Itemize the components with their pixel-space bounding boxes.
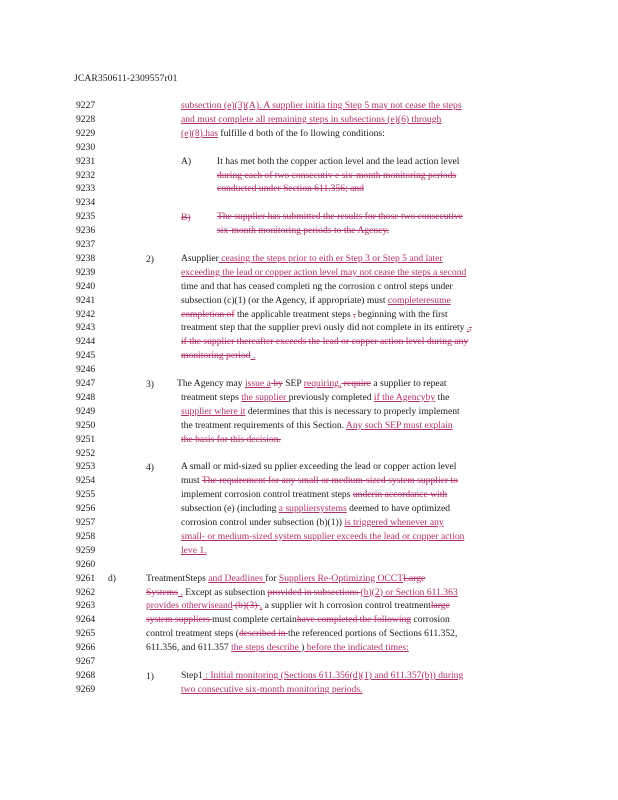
text-line — [217, 210, 463, 224]
text-line — [181, 516, 444, 530]
text-segment: Asupplier — [181, 252, 219, 264]
text-segment: for — [265, 572, 279, 584]
text-line — [146, 572, 425, 586]
line-number: 9248 — [76, 391, 96, 403]
text-segment: beginning with the first — [355, 308, 448, 320]
inserted-text: . — [466, 322, 470, 334]
deleted-text: system suppliers — [146, 614, 213, 626]
inserted-text: issue a — [244, 378, 271, 389]
text-line — [181, 502, 450, 516]
inserted-text: , — [259, 600, 263, 612]
text-segment: TreatmentSteps — [146, 572, 209, 584]
text-segment: a supplier wit h corrosion control treatment — [262, 600, 431, 612]
text-line — [146, 599, 450, 613]
line-number: 9246 — [76, 364, 96, 376]
line-number: 9263 — [76, 600, 96, 612]
line-number: 9245 — [76, 350, 96, 362]
line-number: 9249 — [76, 405, 96, 417]
item-label-B: B) — [181, 212, 191, 223]
text-segment: determines that this is necessary to properly implement — [245, 405, 460, 417]
text-segment: the — [435, 391, 450, 403]
deleted-text: Systems — [146, 586, 178, 598]
document-header: JCAR350611-2309557r01 — [74, 73, 178, 84]
text-line — [181, 321, 472, 335]
text-segment: previously completed — [288, 391, 374, 403]
inserted-text: subsection (e)(3)(A). A supplier initia ting Step 5 may not cease the steps — [181, 100, 462, 111]
text-line — [181, 460, 456, 474]
text-line — [146, 641, 409, 655]
text-line — [181, 308, 448, 322]
text-line — [181, 405, 460, 419]
item-label-3: 3) — [146, 379, 154, 390]
inserted-text: if the Agencyby — [373, 391, 436, 403]
line-number: 9267 — [76, 656, 96, 667]
line-number: 9247 — [76, 378, 96, 389]
line-number: 9237 — [76, 239, 96, 250]
text-segment: the applicable treatment steps — [234, 308, 354, 320]
inserted-text: supplier where it — [181, 405, 246, 417]
deleted-text: if the supplier thereafter exceeds the lead or copper action level during any — [181, 336, 469, 348]
inserted-text: requiring, — [303, 378, 342, 389]
inserted-text: and Deadlines — [208, 572, 266, 584]
text-segment: corrosion control under subsection (b)(1)) — [181, 517, 345, 528]
inserted-text: Any such SEP must explain — [345, 419, 453, 431]
line-number: 9231 — [76, 155, 96, 167]
text-segment: ) — [301, 642, 305, 654]
line-number: 9243 — [76, 322, 96, 334]
text-segment: subsection (e) (including — [181, 503, 279, 515]
text-line — [181, 252, 443, 266]
deleted-text: underin accordance with — [352, 489, 448, 501]
item-label-d: d) — [108, 573, 116, 584]
text-line — [217, 182, 364, 196]
inserted-text: the supplier — [241, 391, 289, 403]
item-label-1: 1) — [146, 671, 154, 682]
text-line — [181, 391, 449, 405]
line-number: 9258 — [76, 530, 96, 542]
text-segment: must — [181, 475, 202, 487]
line-number: 9242 — [76, 308, 96, 320]
inserted-text: . — [178, 586, 183, 598]
text-segment: treatment steps — [181, 391, 242, 403]
text-segment: Except as subsection — [182, 586, 268, 598]
text-segment: corrosion — [411, 614, 450, 626]
line-number: 9232 — [76, 169, 96, 181]
inserted-text: (e)(8).has — [181, 127, 219, 139]
line-number: 9254 — [76, 475, 96, 487]
deleted-text: the basis for this decision. — [181, 433, 281, 445]
line-number: 9229 — [76, 127, 96, 139]
line-number: 9244 — [76, 336, 96, 348]
text-line — [181, 419, 453, 433]
inserted-text: completeresume — [387, 294, 451, 306]
item-label-2: 2) — [146, 254, 154, 265]
text-segment: the referenced portions of Sections 611.352, — [288, 628, 458, 640]
text-segment: deemed to have optimized — [346, 503, 451, 515]
inserted-text: before the indicated times: — [304, 642, 409, 654]
deleted-text: conducted under Section 611.356; and — [217, 183, 364, 195]
text-segment: treatment step that the supplier previ ously did not complete in its entirety — [181, 322, 467, 334]
text-line — [146, 586, 458, 600]
deleted-text: (b)(3) — [232, 600, 260, 612]
inserted-text: is triggered whenever any — [344, 517, 444, 528]
text-segment: must complete certain — [212, 614, 297, 626]
line-number: 9268 — [76, 669, 96, 681]
line-number: 9227 — [76, 100, 96, 111]
deleted-text: monitoring period — [181, 350, 251, 362]
line-number: 9255 — [76, 489, 96, 501]
deleted-text: have completed the following — [296, 614, 412, 626]
inserted-text: ceasing the steps prior to eith er Step 3 or Step 5 and later — [218, 252, 443, 264]
deleted-text: Large — [403, 572, 426, 584]
line-number: 9257 — [76, 517, 96, 528]
text-line — [181, 683, 362, 697]
line-number: 9261 — [76, 572, 96, 584]
text-line — [181, 280, 453, 294]
line-number: 9235 — [76, 211, 96, 223]
line-number: 9236 — [76, 225, 96, 237]
inserted-text: leve 1. — [181, 544, 207, 556]
text-segment: SEP — [282, 378, 304, 389]
text-line — [181, 349, 255, 363]
text-segment: control treatment steps ( — [146, 628, 239, 640]
line-number: 9260 — [76, 558, 96, 570]
inserted-text: exceeding the lead or copper action level may not cease the steps a second — [181, 266, 467, 278]
line-number: 9240 — [76, 280, 96, 292]
line-number: 9239 — [76, 266, 96, 278]
text-line — [181, 113, 441, 127]
inserted-text: two consecutive six-month monitoring periods. — [181, 683, 363, 695]
inserted-text: : Initial monitoring (Sections 611.356(d)(1) and 611.357(b)) during — [202, 669, 464, 681]
text-line — [181, 544, 207, 558]
text-segment: the treatment requirements of this Section. — [181, 419, 346, 431]
line-number: 9262 — [76, 586, 96, 598]
deleted-text: provided in subsections — [267, 586, 361, 598]
line-number: 9259 — [76, 544, 96, 556]
line-number: 9266 — [76, 642, 96, 654]
deleted-text: six-month monitoring periods to the Agency. — [217, 225, 390, 237]
text-segment: It has met both the copper action level and the lead action level — [217, 155, 460, 167]
text-segment: time and that has ceased completi ng the corrosion c ontrol steps under — [181, 280, 453, 292]
line-number: 9251 — [76, 433, 96, 445]
text-segment: The Agency may — [177, 378, 245, 389]
inserted-text: and must complete all remaining steps in subsections (e)(6) through — [181, 113, 442, 125]
line-number: 9230 — [76, 141, 96, 153]
deleted-text: large — [430, 600, 450, 612]
deleted-text: during each of two consecutiv e six-month monitoring periods — [217, 169, 457, 181]
deleted-text: , — [353, 308, 356, 320]
text-line — [146, 627, 457, 641]
text-line — [146, 613, 450, 627]
text-line — [181, 530, 464, 544]
text-segment: Step1 — [181, 669, 203, 681]
inserted-text: Suppliers Re-Optimizing OCCT — [278, 572, 404, 584]
text-line — [181, 99, 462, 113]
deleted-text: The requirement for any small or medium-sized system supplier to — [201, 475, 458, 487]
inserted-text: (b)(2) or Section 611.363 — [360, 586, 458, 598]
inserted-text: small- or medium-sized system supplier exceeds the lead or copper action — [181, 530, 465, 542]
text-line — [181, 488, 447, 502]
text-line — [217, 155, 459, 169]
text-line — [181, 266, 466, 280]
text-line — [181, 294, 451, 308]
text-segment: implement corrosion control treatment steps — [181, 489, 353, 501]
deleted-text: described in — [238, 628, 289, 640]
text-line — [217, 169, 456, 183]
inserted-text: . — [250, 350, 256, 362]
item-label-4: 4) — [146, 462, 154, 473]
text-line — [181, 127, 385, 141]
line-number: 9228 — [76, 113, 96, 125]
line-number: 9234 — [76, 197, 96, 209]
inserted-text: provides otherwiseand — [146, 600, 233, 612]
line-number: 9265 — [76, 628, 96, 640]
deleted-text: require — [341, 378, 371, 389]
text-line — [181, 335, 468, 349]
line-number: 9250 — [76, 419, 96, 431]
line-number: 9233 — [76, 183, 96, 195]
text-segment: 611.356, and 611.357 — [146, 642, 232, 654]
item-label-A: A) — [181, 156, 192, 167]
inserted-text: the steps describe — [231, 642, 302, 654]
line-number: 9252 — [76, 447, 96, 459]
line-number: 9269 — [76, 683, 96, 695]
deleted-text: by — [270, 378, 283, 389]
line-number: 9256 — [76, 503, 96, 515]
line-number: 9253 — [76, 461, 96, 473]
text-segment: fulfille d both of the fo llowing conditions: — [218, 127, 385, 139]
text-segment: A small or mid-sized su pplier exceeding the lead or copper action level — [181, 461, 457, 473]
text-line — [217, 224, 389, 238]
text-segment: subsection (c)(1) (or the Agency, if appropriate) must — [181, 294, 388, 306]
deleted-text: , — [469, 322, 472, 334]
inserted-text: a suppliersystems — [278, 503, 347, 515]
text-line — [177, 377, 447, 391]
text-line — [181, 474, 458, 488]
text-segment: a supplier to repeat — [370, 378, 447, 389]
line-number: 9238 — [76, 252, 96, 264]
line-number: 9241 — [76, 294, 96, 306]
line-number: 9264 — [76, 614, 96, 626]
text-line — [181, 433, 281, 447]
deleted-text: The supplier has submitted the results for those two consecutive — [217, 211, 463, 223]
text-line — [181, 669, 463, 683]
deleted-text: completion of — [181, 308, 235, 320]
